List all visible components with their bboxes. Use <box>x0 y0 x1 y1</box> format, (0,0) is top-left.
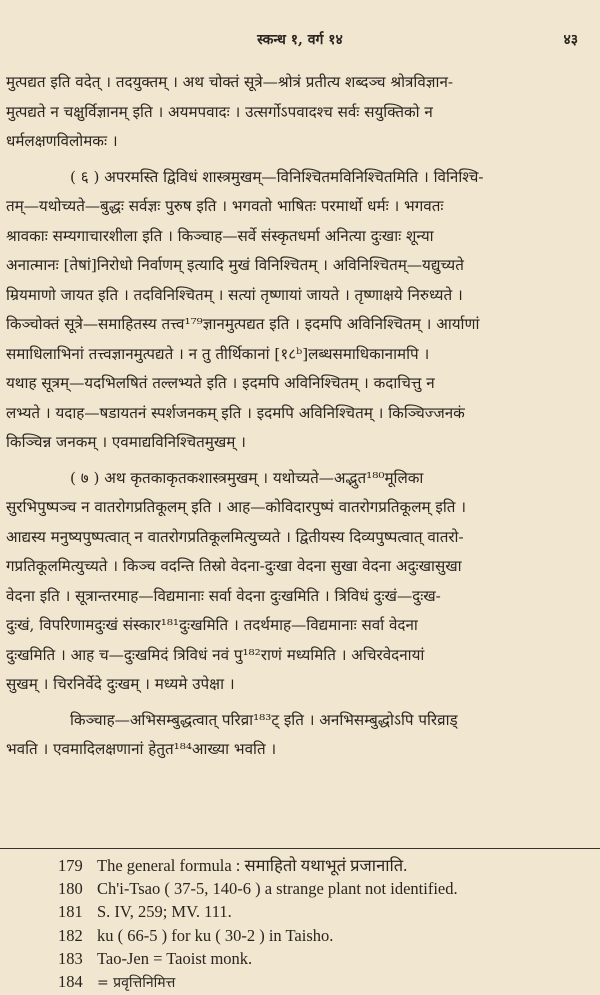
body-text <box>6 68 594 765</box>
text-line: ( ७ ) अथ कृतकाकृतकशास्त्रमुखम् । यथोच्यते—अद्भुत¹⁸⁰मूलिका <box>70 468 424 487</box>
text-line: मुत्पद्यत इति वदेत् । तदयुक्तम् । अथ चोक्तं सूत्रे—श्रोत्रं प्रतीत्य शब्दञ्च श्रोत्रविज्ञान- <box>6 73 454 91</box>
footnote-number: 180 <box>58 879 83 899</box>
text-line: लभ्यते । यदाह—षडायतनं स्पर्शजनकम् इति । इदमपि अविनिश्चितम् । किञ्चिज्जनकं <box>6 403 465 422</box>
footnote-text: Ch'i-Tsao ( 37-5, 140-6 ) a strange plant not identified. <box>97 879 458 899</box>
text-line: अनात्मानः [तेषां]निरोधो निर्वाणम् इत्यादि मुखं विनिश्चितम् । अविनिश्चितम्—यद्युच्यते <box>6 256 464 274</box>
text-line: भवति । एवमादिलक्षणानां हेतुत¹⁸⁴आख्या भवति । <box>6 740 277 758</box>
text-line: यथाह सूत्रम्—यदभिलषितं तल्लभ्यते इति । इदमपि अविनिश्चितम् । कदाचित्तु न <box>6 374 435 392</box>
footnote-number: 184 <box>58 971 83 991</box>
text-line: ( ६ ) अपरमस्ति द्विविधं शास्त्रमुखम्—विनिश्चितमविनिश्चितमिति । विनिश्चि- <box>70 167 484 186</box>
footnote-number: 179 <box>58 856 83 875</box>
footnote <box>58 854 588 877</box>
footnote <box>58 947 588 970</box>
text-line: दुःखं, विपरिणामदुःखं संस्कार¹⁸¹दुःखमिति । तदर्थमाह—विद्यमानाः सर्वा वेदना <box>6 616 418 634</box>
footnote-text: Tao-Jen = Taoist monk. <box>97 948 253 968</box>
text-line: किञ्चोक्तं सूत्रे—समाहितस्य तत्त्व¹⁷⁹ज्ञानमुत्पद्यत इति । इदमपि अविनिश्चितम् । आर्याणां <box>6 315 480 333</box>
footnote-text: The general formula : समाहितो यथाभूतं प्रजानाति. <box>97 856 408 875</box>
text-line: श्रावकाः सम्यगाचारशीला इति । किञ्चाह—सर्वे संस्कृतधर्मा अनित्या दुःखाः शून्या <box>6 226 434 245</box>
footnote <box>58 877 588 900</box>
text-line: गप्रतिकूलमित्युच्यते । किञ्च वदन्ति तिस्रो वेदना-दुःखा वेदना सुखा वेदना अदुःखासुखा <box>6 557 462 575</box>
text-line: वेदना इति । सूत्रान्तरमाह—विद्यमानाः सर्वा वेदना दुःखमिति । त्रिविधं दुःखं—दुःख- <box>6 586 441 605</box>
text-line: सुरभिपुष्पञ्च न वातरोगप्रतिकूलम् इति । आह—कोविदारपुष्पं वातरोगप्रतिकूलम् इति । <box>6 498 467 516</box>
text-line: तम्—यथोच्यते—बुद्धः सर्वज्ञः पुरुष इति । भगवतो भाषितः परमार्थो धर्मः । भगवतः <box>6 197 444 215</box>
text-line: धर्मलक्षणविलोमकः । <box>6 132 118 150</box>
footnote <box>58 970 588 993</box>
footnote-divider <box>0 848 600 849</box>
text-line: सुखम् । चिरनिर्वेदे दुःखम् । मध्यमे उपेक्षा । <box>6 675 235 693</box>
text-line: किञ्चिन्न जनकम् । एवमाद्यविनिश्चितमुखम् । <box>6 433 246 451</box>
text-line: समाधिलाभिनां तत्त्वज्ञानमुत्पद्यते । न तु तीर्थिकानां [१८ᵇ]लब्धसमाधिकानामपि । <box>6 344 430 363</box>
text-line: म्रियमाणो जायत इति । तदविनिश्चितम् । सत्यां तृष्णायां जायते । तृष्णाक्षये निरुध्यते । <box>6 285 463 304</box>
text-line: आद्यस्य मनुष्यपुष्पत्वात् न वातरोगप्रतिकूलमित्युच्यते । द्वितीयस्य दिव्यपुष्पत्वात् वातरो- <box>6 527 464 546</box>
footnotes <box>58 854 588 993</box>
footnote-number: 181 <box>58 902 83 922</box>
footnote-text: ku ( 66-5 ) for ku ( 30-2 ) in Taisho. <box>97 925 334 945</box>
footnote <box>58 900 588 923</box>
footnote <box>58 924 588 947</box>
text-line: मुत्पद्यते न चक्षुर्विज्ञानम् इति । अयमपवादः । उत्सर्गोऽपवादश्च सर्वः सयुक्तिको न <box>6 102 433 121</box>
page-number: ४३ <box>563 32 578 48</box>
page-header <box>0 30 600 54</box>
footnote-text: S. IV, 259; MV. 111. <box>97 902 232 922</box>
text-line: दुःखमिति । आह च—दुःखमिदं त्रिविधं नवं पु¹⁸²राणं मध्यमिति । अचिरवेदनायां <box>6 645 425 664</box>
footnote-number: 182 <box>58 925 83 945</box>
running-title: स्कन्ध १, वर्ग १४ <box>257 32 343 48</box>
text-line: किञ्चाह—अभिसम्बुद्धत्वात् परिव्रा¹⁸³ट् इति । अनभिसम्बुद्धोऽपि परिव्राड् <box>70 710 458 729</box>
footnote-text: = प्रवृत्तिनिमित्त <box>97 974 176 991</box>
footnote-number: 183 <box>58 948 83 968</box>
